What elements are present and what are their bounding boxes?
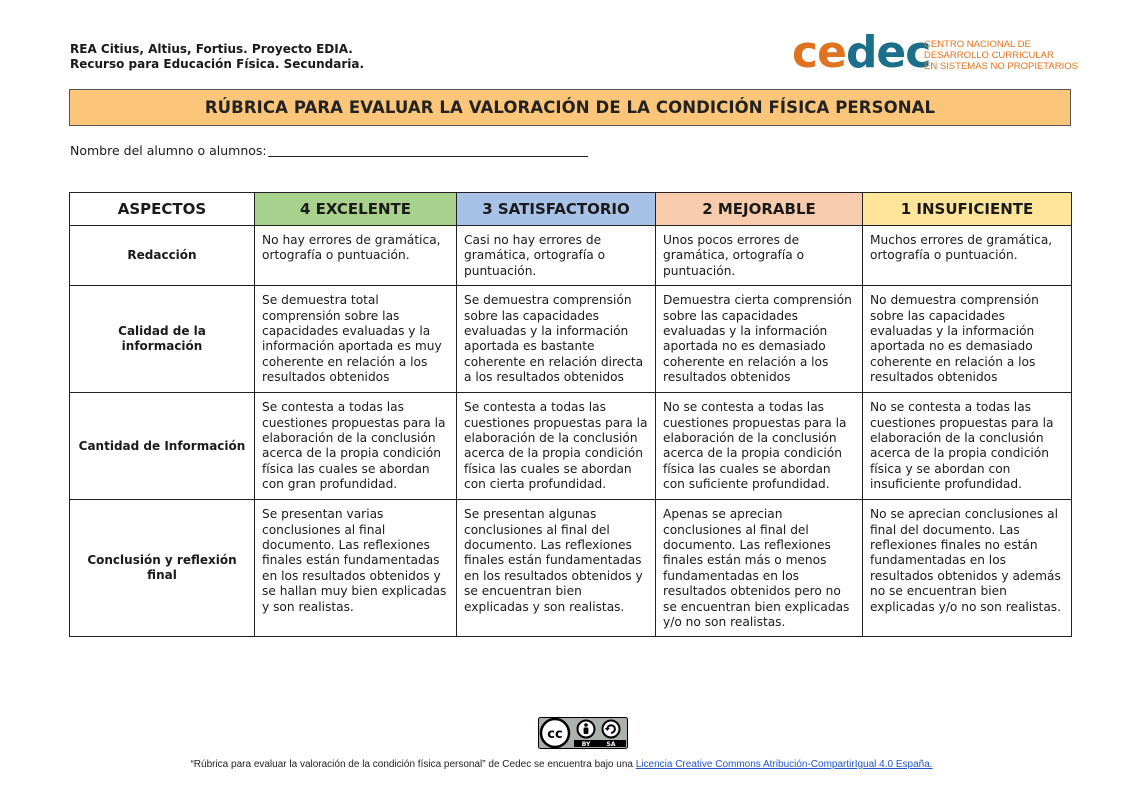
header-insuficiente: 1 INSUFICIENTE bbox=[863, 193, 1072, 226]
table-cell: Demuestra cierta comprensión sobre las capacidades evaluadas y la información aportada no es demasiado coherente en relación a los resultados obtenidos bbox=[656, 286, 863, 393]
rubric-table bbox=[69, 192, 1072, 637]
table-cell: Unos pocos errores de gramática, ortografía o puntuación. bbox=[656, 226, 863, 286]
table-cell: No se contesta a todas las cuestiones propuestas para la elaboración de la conclusión acerca de la propia condición física las cuales se abordan con suficiente profundidad. bbox=[656, 393, 863, 500]
table-cell: Se demuestra comprensión sobre las capacidades evaluadas y la información aportada es bastante coherente en relación directa a los resultados obtenidos bbox=[457, 286, 656, 393]
logo-wordmark: cedec bbox=[792, 27, 931, 78]
table-row bbox=[70, 286, 1072, 393]
svg-text:BY: BY bbox=[581, 741, 591, 748]
table-cell: No se contesta a todas las cuestiones propuestas para la elaboración de la conclusión acerca de la propia condición física y se abordan con insuficiente profundidad. bbox=[863, 393, 1072, 500]
table-cell: Se contesta a todas las cuestiones propuestas para la elaboración de la conclusión acerca de la propia condición física las cuales se abordan con gran profundidad. bbox=[255, 393, 457, 500]
student-name-blank bbox=[268, 144, 588, 157]
license-link[interactable]: Licencia Creative Commons Atribución-CompartirIgual 4.0 España. bbox=[635, 759, 933, 770]
table-cell: Se presentan algunas conclusiones al final del documento. Las reflexiones finales están fundamentadas en los resultados obtenidos y se encuentran bien explicadas y son realistas. bbox=[457, 500, 656, 637]
table-cell: Casi no hay errores de gramática, ortografía o puntuación. bbox=[457, 226, 656, 286]
svg-text:SA: SA bbox=[606, 741, 616, 748]
table-cell: Se demuestra total comprensión sobre las capacidades evaluadas y la información aportada es muy coherente en relación a los resultados obtenidos bbox=[255, 286, 457, 393]
header-mejorable: 2 MEJORABLE bbox=[656, 193, 863, 226]
table-cell: No se aprecian conclusiones al final del documento. Las reflexiones finales no están fundamentadas en los resultados obtenidos y además no se encuentran bien explicadas y/o no son realistas. bbox=[863, 500, 1072, 637]
cc-by-sa-badge bbox=[538, 717, 628, 749]
document-header bbox=[70, 42, 364, 72]
table-row bbox=[70, 393, 1072, 500]
table-cell: Se presentan varias conclusiones al final documento. Las reflexiones finales están fundamentadas en los resultados obtenidos y se hallan muy bien explicadas y son realistas. bbox=[255, 500, 457, 637]
table-row bbox=[70, 226, 1072, 286]
header-line-1: REA Citius, Altius, Fortius. Proyecto EDIA. bbox=[70, 42, 353, 56]
header-aspectos: ASPECTOS bbox=[70, 193, 255, 226]
header-line-2: Recurso para Educación Física. Secundaria. bbox=[70, 57, 364, 71]
table-cell: No demuestra comprensión sobre las capacidades evaluadas y la información aportada no es demasiado coherente en relación a los resultados obtenidos bbox=[863, 286, 1072, 393]
table-cell: Se contesta a todas las cuestiones propuestas para la elaboración de la conclusión acerca de la propia condición física las cuales se abordan con cierta profundidad. bbox=[457, 393, 656, 500]
license-notice bbox=[0, 759, 1123, 770]
header-excelente: 4 EXCELENTE bbox=[255, 193, 457, 226]
aspect-redaccion: Redacción bbox=[70, 226, 255, 286]
aspect-calidad: Calidad de la información bbox=[70, 286, 255, 393]
table-cell: Apenas se aprecian conclusiones al final del documento. Las reflexiones finales están más o menos fundamentadas en los resultados obtenidos pero no se encuentran bien explicadas y/o no son realistas. bbox=[656, 500, 863, 637]
aspect-cantidad: Cantidad de Información bbox=[70, 393, 255, 500]
license-text: “Rúbrica para evaluar la valoración de la condición física personal” de Cedec se encuentra bajo una bbox=[190, 759, 633, 770]
table-row bbox=[70, 500, 1072, 637]
student-name-label: Nombre del alumno o alumnos: bbox=[70, 143, 267, 158]
table-cell: No hay errores de gramática, ortografía o puntuación. bbox=[255, 226, 457, 286]
header-row bbox=[70, 193, 1072, 226]
logo-subtitle: CENTRO NACIONAL DE DESARROLLO CURRICULAR EN SISTEMAS NO PROPIETARIOS bbox=[924, 39, 1078, 72]
sa-sharealike-icon bbox=[603, 721, 620, 738]
student-name-field bbox=[70, 143, 588, 158]
aspect-conclusion: Conclusión y reflexión final bbox=[70, 500, 255, 637]
table-cell: Muchos errores de gramática, ortografía o puntuación. bbox=[863, 226, 1072, 286]
rubric-title: RÚBRICA PARA EVALUAR LA VALORACIÓN DE LA CONDICIÓN FÍSICA PERSONAL bbox=[204, 98, 936, 117]
cedec-logo bbox=[792, 27, 1082, 78]
header-satisfactorio: 3 SATISFACTORIO bbox=[457, 193, 656, 226]
rubric-title-banner bbox=[69, 89, 1071, 126]
svg-text:cc: cc bbox=[547, 727, 563, 742]
